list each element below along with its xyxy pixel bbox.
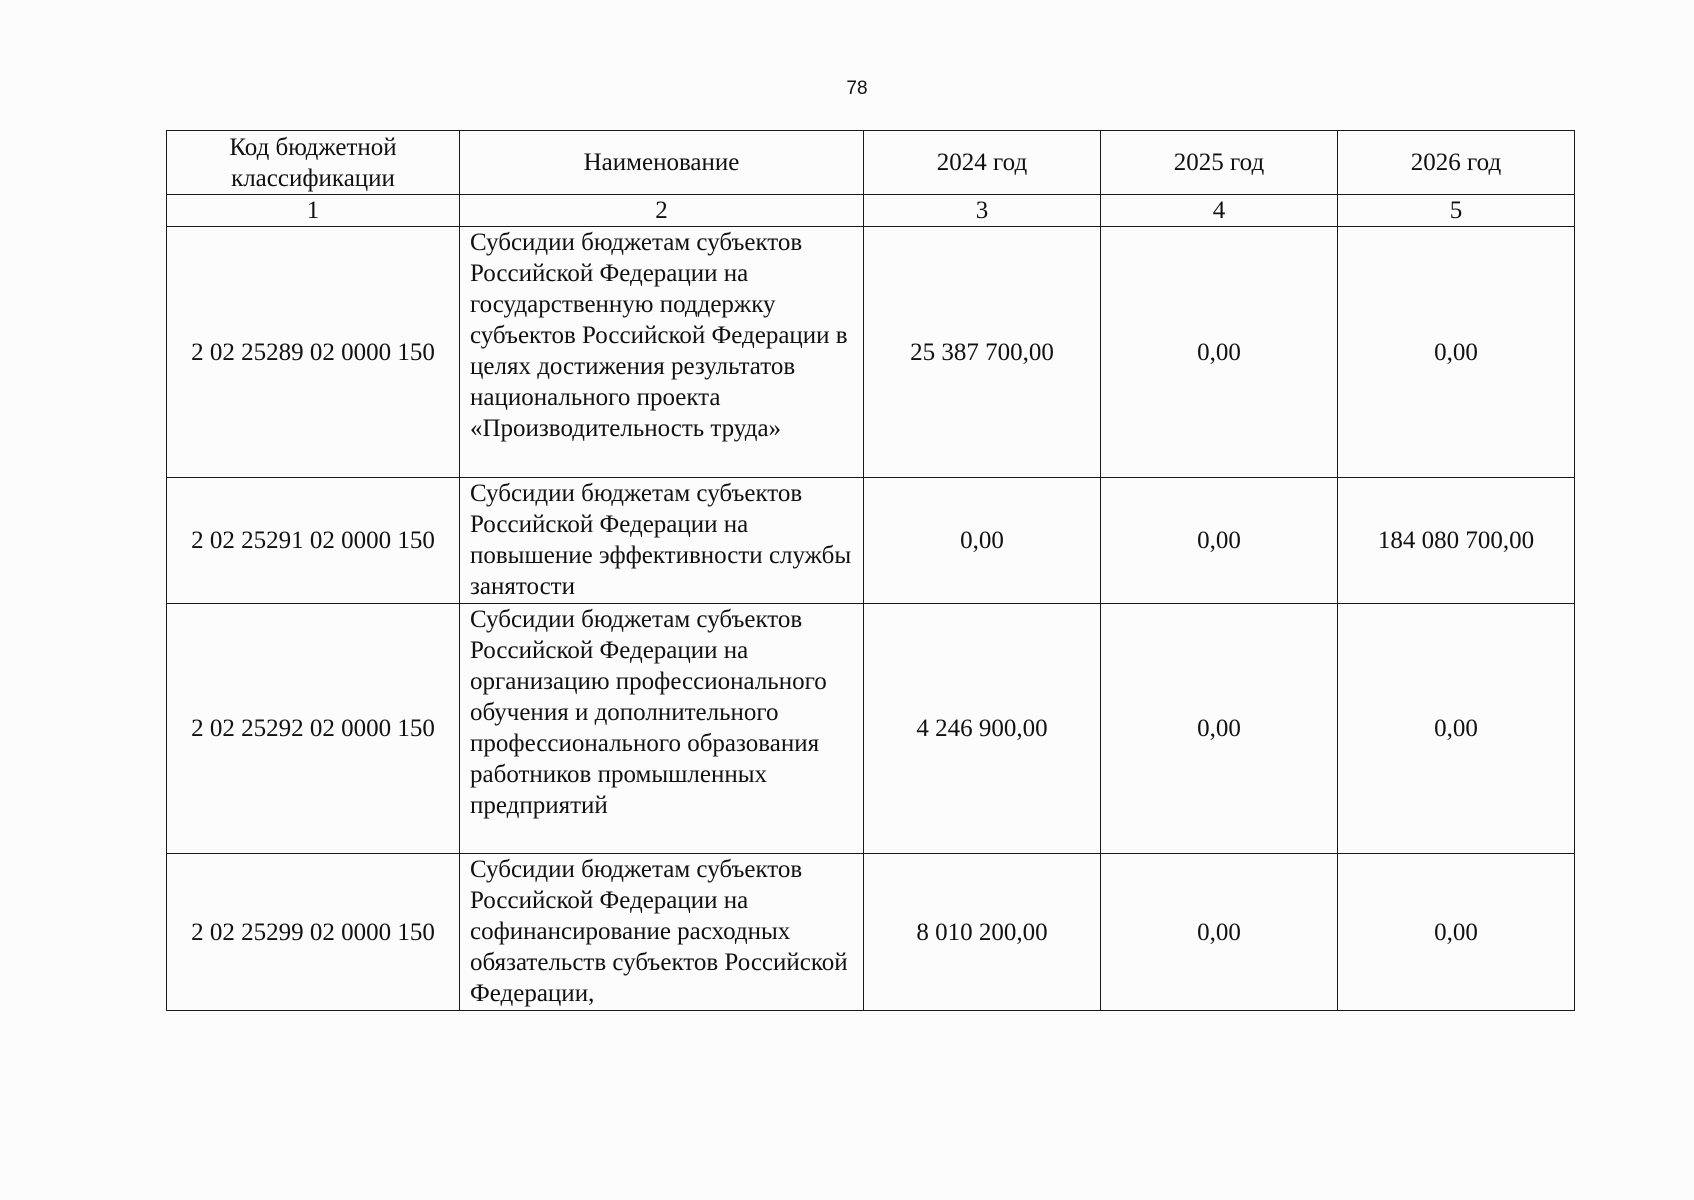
- header-code: Код бюджетной классификации: [167, 131, 460, 195]
- value-2026-cell: 184 080 700,00: [1338, 478, 1575, 604]
- code-cell: 2 02 25289 02 0000 150: [167, 227, 460, 478]
- code-cell: 2 02 25292 02 0000 150: [167, 604, 460, 854]
- budget-table: [166, 130, 1575, 1011]
- column-number: 3: [864, 195, 1101, 227]
- value-2026-cell: 0,00: [1338, 227, 1575, 478]
- value-2024-cell: 4 246 900,00: [864, 604, 1101, 854]
- column-number-row: [167, 195, 1575, 227]
- value-2025-cell: 0,00: [1101, 854, 1338, 1011]
- table-header-row: [167, 131, 1575, 195]
- name-cell: Субсидии бюджетам субъектов Российской Федерации на государственную поддержку субъектов Российской Федерации в целях достижения результатов национального проекта «Производительность труда»: [460, 227, 864, 478]
- value-2024-cell: 0,00: [864, 478, 1101, 604]
- value-2025-cell: 0,00: [1101, 227, 1338, 478]
- table-row: [167, 478, 1575, 604]
- name-cell: Субсидии бюджетам субъектов Российской Федерации на повышение эффективности службы занятости: [460, 478, 864, 604]
- name-cell: Субсидии бюджетам субъектов Российской Федерации на организацию профессионального обучения и дополнительного профессионального образования работников промышленных предприятий: [460, 604, 864, 854]
- name-cell: Субсидии бюджетам субъектов Российской Федерации на софинансирование расходных обязательств субъектов Российской Федерации,: [460, 854, 864, 1011]
- code-cell: 2 02 25299 02 0000 150: [167, 854, 460, 1011]
- page-number: 78: [846, 78, 868, 99]
- column-number: 4: [1101, 195, 1338, 227]
- value-2025-cell: 0,00: [1101, 478, 1338, 604]
- column-number: 2: [460, 195, 864, 227]
- table-row: [167, 854, 1575, 1011]
- table-row: [167, 604, 1575, 854]
- value-2025-cell: 0,00: [1101, 604, 1338, 854]
- header-2026: 2026 год: [1338, 131, 1575, 195]
- header-2024: 2024 год: [864, 131, 1101, 195]
- column-number: 1: [167, 195, 460, 227]
- header-2025: 2025 год: [1101, 131, 1338, 195]
- value-2024-cell: 8 010 200,00: [864, 854, 1101, 1011]
- code-cell: 2 02 25291 02 0000 150: [167, 478, 460, 604]
- header-name: Наименование: [460, 131, 864, 195]
- value-2026-cell: 0,00: [1338, 604, 1575, 854]
- table-row: [167, 227, 1575, 478]
- column-number: 5: [1338, 195, 1575, 227]
- value-2026-cell: 0,00: [1338, 854, 1575, 1011]
- value-2024-cell: 25 387 700,00: [864, 227, 1101, 478]
